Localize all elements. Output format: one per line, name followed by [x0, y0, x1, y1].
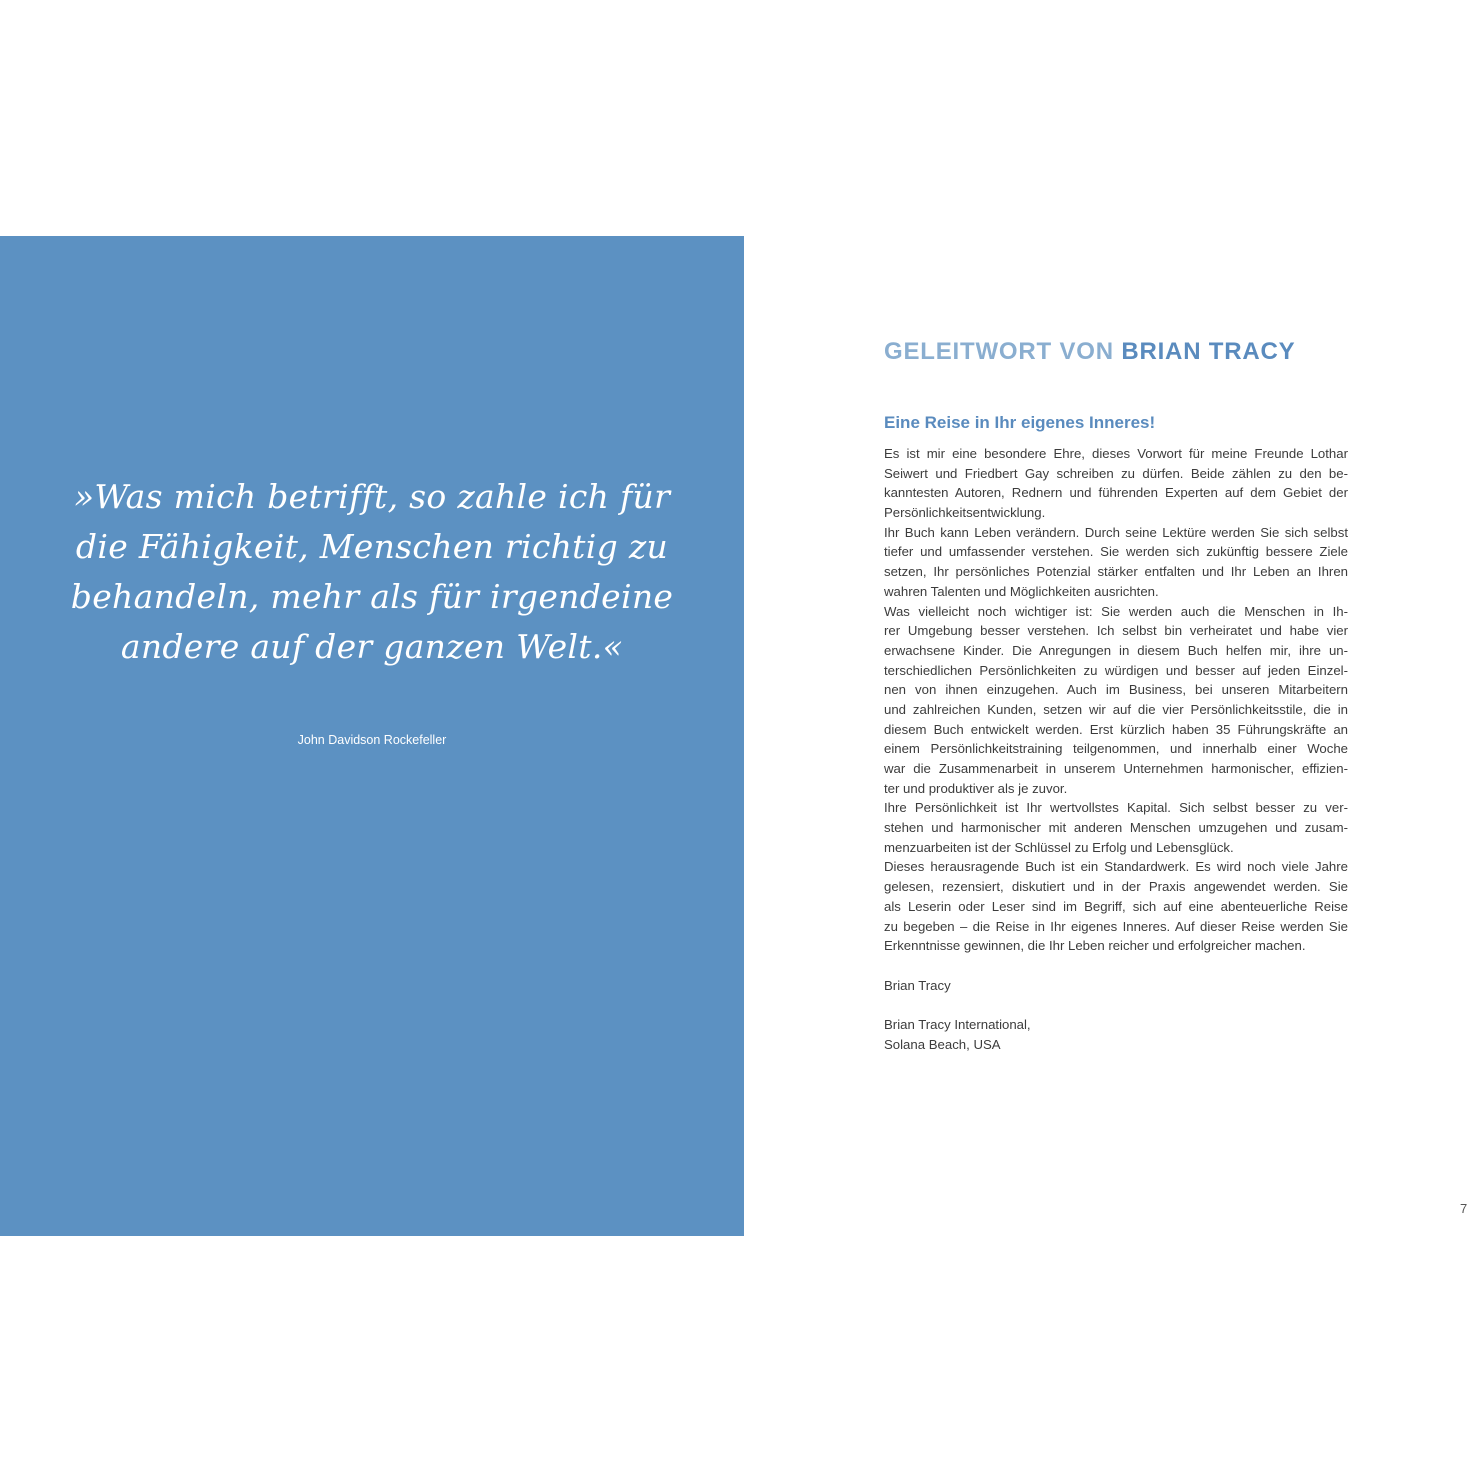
title-prefix: GELEITWORT VON — [884, 338, 1122, 365]
text-line: Es ist mir eine besondere Ehre, dieses Vorwort für meine Freunde Lothar — [884, 446, 1348, 461]
text-line: Was vielleicht noch wichtiger ist: Sie werden auch die Menschen in Ih- — [884, 603, 1348, 619]
text-line: wahren Talenten und Möglichkeiten ausrichten. — [884, 583, 1159, 599]
text-line: kanntesten Autoren, Rednern und führenden Experten auf dem Gebiet der — [884, 485, 1348, 501]
text-line: war die Zusammenarbeit in unserem Unternehmen harmonischer, effizien- — [884, 761, 1348, 776]
text-line: nen von ihnen einzugehen. Auch im Business, bei unseren Mitarbeitern — [884, 682, 1348, 698]
text-line: Seiwert und Friedbert Gay schreiben zu dürfen. Beide zählen zu den be- — [884, 465, 1348, 481]
text-line: tiefer und umfassender verstehen. Sie werden sich zukünftig bessere Ziele — [884, 544, 1348, 560]
text-line: erwachsene Kinder. Die Anregungen in diesem Buch helfen mir, ihre un- — [884, 642, 1348, 658]
quote-line: andere auf der ganzen Welt.« — [120, 627, 624, 666]
text-line: Persönlichkeitsentwicklung. — [884, 505, 1046, 521]
section-heading: Eine Reise in Ihr eigenes Inneres! — [884, 413, 1156, 432]
text-line: als Leserin oder Leser sind im Begriff, sich auf eine abenteuerliche Reise — [884, 898, 1348, 914]
text-line: Ihre Persönlichkeit ist Ihr wertvollstes Kapital. Sich selbst besser zu ver- — [884, 800, 1348, 816]
text-line: menzuarbeiten ist der Schlüssel zu Erfolg und Lebensglück. — [884, 839, 1234, 855]
text-line: einem Persönlichkeitstraining teilgenommen, und innerhalb einer Woche — [884, 741, 1348, 757]
quote-line: die Fähigkeit, Menschen richtig zu — [75, 527, 669, 566]
foreword-body — [884, 444, 1348, 956]
text-line: ter und produktiver als je zuvor. — [884, 780, 1068, 796]
quote-author: John Davidson Rockefeller — [297, 733, 447, 747]
text-line: stehen und harmonischer mit anderen Menschen umzugehen und zusam- — [884, 820, 1348, 836]
text-line: diesem Buch entwickelt werden. Erst kürzlich haben 35 Führungskräfte an — [884, 721, 1348, 737]
title-name: BRIAN TRACY — [1121, 338, 1296, 365]
signature-location: Solana Beach, USA — [884, 1037, 1001, 1052]
text-line: zu begeben – die Reise in Ihr eigenes Inneres. Auf dieser Reise werden Sie — [884, 918, 1348, 934]
text-line: rer Umgebung besser verstehen. Ich selbst bin verheiratet und habe vier — [884, 623, 1348, 639]
text-line: setzen, Ihr persönliches Potenzial stärker entfalten und Ihr Leben an Ihren — [884, 564, 1348, 580]
page-number: 7 — [1460, 1201, 1468, 1216]
text-line: und zahlreichen Kunden, setzen wir auf die vier Persönlichkeitsstile, die in — [884, 701, 1348, 717]
signature-organization: Brian Tracy International, — [884, 1017, 1031, 1032]
text-line: terschiedlichen Persönlichkeiten zu würdigen und besser auf jeden Einzel- — [884, 662, 1348, 678]
quote-line: »Was mich betrifft, so zahle ich für — [73, 477, 671, 516]
text-line: Dieses herausragende Buch ist ein Standardwerk. Es wird noch viele Jahre — [884, 859, 1348, 875]
quote-line: behandeln, mehr als für irgendeine — [70, 577, 674, 616]
text-line: Ihr Buch kann Leben verändern. Durch seine Lektüre werden Sie sich selbst — [884, 524, 1348, 540]
text-line: gelesen, rezensiert, diskutiert und in der Praxis angewendet werden. Sie — [884, 879, 1348, 895]
quote-text — [60, 472, 684, 672]
page-title — [884, 336, 1295, 368]
signature-name: Brian Tracy — [884, 978, 951, 993]
text-line: Erkenntnisse gewinnen, die Ihr Leben reicher und erfolgreicher machen. — [884, 938, 1306, 954]
